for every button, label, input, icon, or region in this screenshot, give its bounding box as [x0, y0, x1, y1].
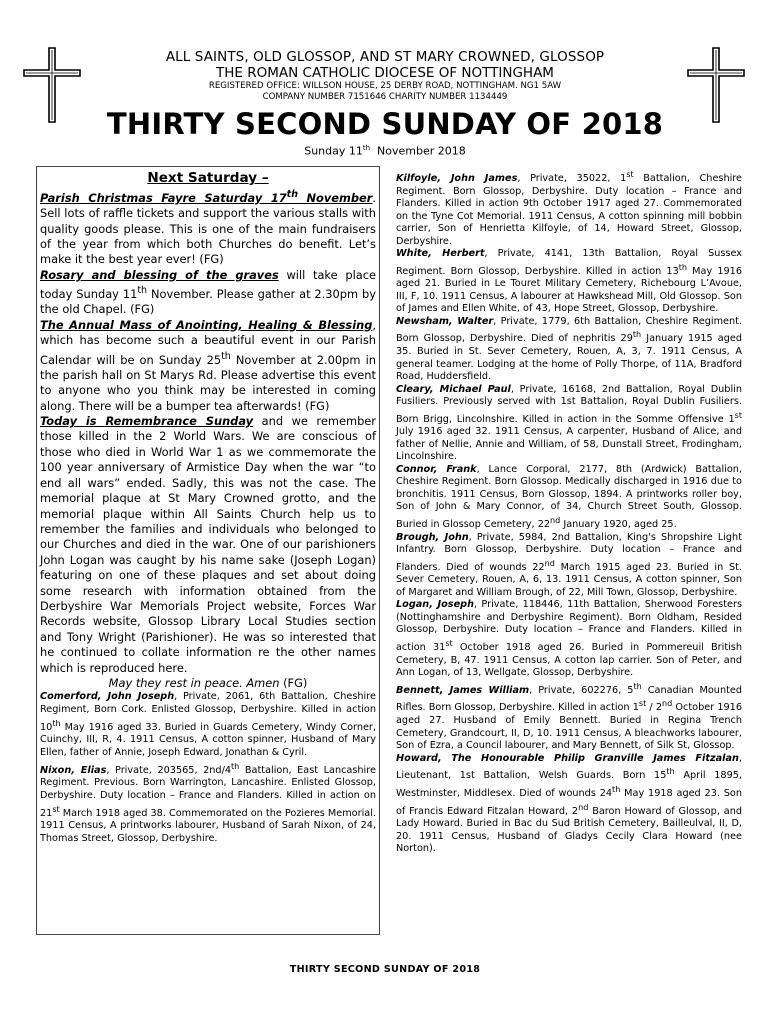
remembrance-notice: Today is Remembrance Sunday and we remember those killed in the 2 World Wars. We are conscious of those who died in World War 1 as we commemorate the 100 year anniversary of Armistice Day when the war “to end all wars” ended. Sadly, this was not the case. The memorial plaque at St Mary Crowned grotto, and the memorial plaque within All Saints Church help us to remember the families and individuals who belonged to our Churches and died in the war. One of our parishioners John Logan was caught by his name sake (Joseph Logan) featuring on one of these plaques and set about doing some research with information obtained from the Derbyshire War Memorials Project website, Forces War Records website, Glossop Library Local Studies section and Tony Wright (Parishioner). He was so interested that he continued to collate information re the other names which is reproduced here. [40, 414, 376, 675]
memorial-entry: Nixon, Elias, Private, 203565, 2nd/4th Battalion, East Lancashire Regiment. Previous. Born Warrington, Lancashire. Enlisted Glossop, Derbyshire. Duty location – France and Flanders. Killed in action on 21st March 1918 aged 38. Commemorated on the Pozieres Memorial. 1911 Census, A printworks labourer, Husband of Sarah Nixon, of 24, Thomas Street, Glossop, Derbyshire. [40, 760, 376, 845]
page-title: THIRTY SECOND SUNDAY OF 2018 [106, 107, 664, 141]
issue-date: Sunday 11th November 2018 [304, 144, 466, 158]
parish-name: ALL SAINTS, OLD GLOSSOP, AND ST MARY CROWNED, GLOSSOP [165, 49, 605, 65]
memorial-entry: Logan, Joseph, Private, 118446, 11th Battalion, Sherwood Foresters (Nottinghamshire and Derbyshire Regiment). Born Oldham, Resided Glossop, Derbyshire. Duty location – France and Flanders. Killed in action 31st October 1918 aged 26. Buried in Pommereuil British Cemetery, B, 47. 1911 Census, A cotton lap carrier. Son of Peter, and Ann Logan, of 13, Wellgate, Glossop, Derbyshire. [396, 599, 742, 679]
cross-icon [686, 46, 746, 124]
rosary-notice: Rosary and blessing of the graves will take place today Sunday 11th November. Please gather at 2.30pm by the old Chapel. (FG) [40, 267, 377, 317]
cross-icon [22, 46, 82, 124]
registered-office: REGISTERED OFFICE: WILLSON HOUSE, 25 DERBY ROAD, NOTTINGHAM. NG1 5AW [208, 81, 562, 91]
memorial-entry: Bennett, James William, Private, 602276, 5th Canadian Mounted Rifles. Born Glossop, Derbyshire. Killed in action 1st / 2nd October 1916 aged 27. Husband of Emily Bennett. Buried in Regina Trench Cemetery, Grandcourt, II, D, 10. 1911 Census, A bleachworks labourer, Son of Ezra, a Council labourer, and Mary Bennett, of Silk St, Glossop. [396, 680, 742, 752]
memorial-entry: Newsham, Walter, Private, 1779, 6th Battalion, Cheshire Regiment. Born Glossop, Derbyshire. Died of nephritis 29th January 1915 aged 35. Buried in St. Sever Cemetery, Rouen, A, 3, 7. 1911 Census, A general teamer. Lodging at the home of Polly Thorpe, of 11A, Bradford Road, Huddersfield. [396, 315, 742, 383]
memorial-entry: Howard, The Honourable Philip Granville James Fitzalan, Lieutenant, 1st Battalion, Welsh Guards. Born 15th April 1895, Westminster, Middlesex. Died of wounds 24th May 1918 aged 23. Son of Francis Edward Fitzalan Howard, 2nd Baron Howard of Glossop, and Lady Howard. Buried in Bac du Sud British Cemetery, Bailleulval, II, D, 20. 1911 Census, Husband of Gladys Cecily Clara Howard (nee Norton). [396, 752, 742, 855]
page-header [90, 49, 680, 159]
page-footer: THIRTY SECOND SUNDAY OF 2018 [289, 964, 481, 975]
memorial-entry: Brough, John, Private, 5984, 2nd Battalion, King's Shropshire Light Infantry. Born Glossop, Derbyshire. Duty location – France and Flanders. Died of wounds 22nd March 1915 aged 23. Buried in St. Sever Cemetery, Rouen, A, 6, 13. 1911 Census, A cotton spinner, Son of Margaret and William Brough, of 22, Mill Town, Glossop, Derbyshire. [396, 531, 742, 598]
prayer-line: May they rest in peace. Amen (FG) [108, 675, 308, 690]
memorial-entry: Kilfoyle, John James, Private, 35022, 1st Battalion, Cheshire Regiment. Born Glossop, Derbyshire. Duty location – France and Flanders. Killed in action 9th October 1917 aged 27. Commemorated on the Tyne Cot Memorial. 1911 Census, A cotton spinning mill bobbin carrier, Son of Henrietta Kilfoyle, of 14, Howard Street, Glossop, Derbyshire. [396, 169, 743, 247]
christmas-fayre-notice: Parish Christmas Fayre Saturday 17th November. Sell lots of raffle tickets and support the various stalls with quality goods please. This is one of the main fundraisers of the year from which both Churches do benefit. Let’s make it the best year ever! (FG) [40, 189, 376, 267]
left-column [40, 170, 376, 846]
memorial-entry: Connor, Frank, Lance Corporal, 2177, 8th (Ardwick) Battalion, Cheshire Regiment. Born Glossop. Medically discharged in 1916 due to bronchitis. 1911 Census, Born Glossop, 1894. A printworks roller boy, Son of John & Mary Connor, of 34, Church Street South, Glossop. Buried in Glossop Cemetery, 22nd January 1920, aged 25. [396, 463, 742, 531]
next-saturday-heading: Next Saturday – [147, 170, 269, 186]
company-number: COMPANY NUMBER 7151646 CHARITY NUMBER 1134449 [262, 92, 508, 102]
memorial-entry: Cleary, Michael Paul, Private, 16168, 2nd Battalion, Royal Dublin Fusiliers. Previously served with 1st Battalion, Royal Dublin Fusiliers. Born Brigg, Lincolnshire. Killed in action in the Somme Offensive 1st July 1916 aged 32. 1911 Census, A carpenter, Husband of Alice, and father of Nellie, Annie and William, of 58, Dunstall Street, Frodingham, Lincolnshire. [396, 383, 742, 463]
diocese-name: THE ROMAN CATHOLIC DIOCESE OF NOTTINGHAM [216, 65, 554, 81]
memorial-entry: White, Herbert, Private, 4141, 13th Battalion, Royal Sussex Regiment. Born Glossop, Derbyshire. Killed in action 13th May 1916 aged 21. Buried in Le Touret Military Cemetery, Richebourg L’Avoue, III, F, 10. 1911 Census, A labourer at Hawkshead Mill, Old Glossop. Son of James and Ellen White, of 43, Hope Street, Glossop, Derbyshire. [396, 248, 742, 315]
anointing-mass-notice: The Annual Mass of Anointing, Healing & Blessing, which has become such a beautiful event in our Parish Calendar will be on Sunday 25th November at 2.00pm in the parish hall on St Marys Rd. Please advertise this event to anyone who you think may be interested in coming along. There will be a bumper tea afterwards! (FG) [40, 317, 376, 413]
right-column [396, 168, 742, 856]
memorial-entry: Comerford, John Joseph, Private, 2061, 6th Battalion, Cheshire Regiment, Born Cork. Enlisted Glossop, Derbyshire. Killed in action 10th May 1916 aged 33. Buried in Guards Cemetery, Windy Corner, Cuinchy, III, R, 4. 1911 Census, A cotton spinner, Husband of Mary Ellen, father of Annie, Joseph Edward, Jonathan & Cyril. [40, 691, 376, 758]
